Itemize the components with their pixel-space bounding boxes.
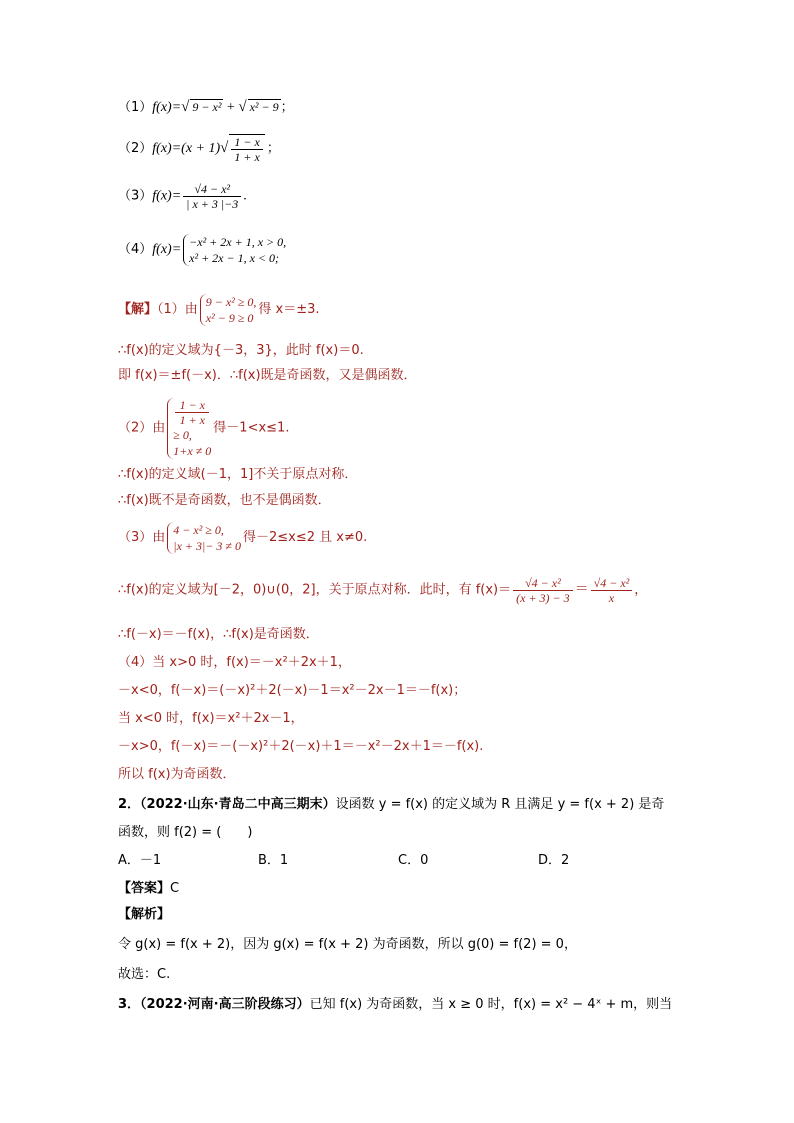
solution-result: 得－1<x≤1. bbox=[213, 420, 290, 436]
solution-line: 所以 f(x)为奇函数． bbox=[118, 767, 236, 782]
inequality-system bbox=[167, 398, 211, 459]
question-number: 2． bbox=[118, 797, 141, 812]
solution-text: ∴f(x)的定义域为[－2，0)∪(0，2]，关于原点对称．此时，有 f(x)＝ bbox=[118, 582, 512, 598]
numerator: 1 − x bbox=[231, 135, 262, 150]
question-2-line-1 bbox=[118, 796, 664, 814]
sqrt-fraction bbox=[229, 134, 264, 164]
solution-line: （4）当 x>0 时，f(x)＝－x²＋2x＋1， bbox=[118, 655, 351, 670]
answer-tag: 【答案】 bbox=[118, 881, 171, 896]
denominator: | x + 3 |−3 bbox=[186, 197, 239, 211]
option-d: D．2 bbox=[538, 853, 570, 868]
punctuation: ； bbox=[266, 141, 280, 157]
denominator: (x + 3) − 3 bbox=[516, 591, 570, 605]
solution-line: 当 x<0 时，f(x)＝x²＋2x－1， bbox=[118, 711, 304, 726]
fraction bbox=[591, 576, 633, 605]
system-row: x² − 9 ≥ 0 bbox=[205, 311, 254, 325]
solution-part-3 bbox=[118, 522, 367, 554]
question-source: （2022·河南·高三阶段练习） bbox=[140, 997, 310, 1012]
item-1 bbox=[118, 98, 294, 117]
item-label: （1） bbox=[118, 100, 153, 115]
fraction bbox=[513, 576, 573, 605]
inequality-system bbox=[200, 294, 257, 326]
system-row: 9 − x² ≥ 0, bbox=[205, 295, 257, 309]
item-label: （3） bbox=[118, 188, 153, 204]
solution-line-domain bbox=[118, 576, 647, 605]
item-label: （4） bbox=[118, 242, 153, 258]
solution-line: ∴f(x)的定义域(－1，1]不关于原点对称． bbox=[118, 467, 358, 482]
solution-prefix: （1）由 bbox=[157, 302, 198, 318]
option-a: A．－1 bbox=[118, 853, 162, 868]
plus-sign: + bbox=[226, 100, 235, 115]
system-row bbox=[173, 398, 211, 443]
radicand: x² − 9 bbox=[249, 100, 279, 114]
solution-part-2 bbox=[118, 398, 289, 459]
solution-tag: 【解】 bbox=[118, 302, 158, 318]
answer-value: C bbox=[170, 881, 180, 896]
inequality-system bbox=[167, 522, 241, 554]
function-lhs: f(x)= bbox=[152, 100, 182, 115]
question-text: 已知 f(x) 为奇函数，当 x ≥ 0 时，f(x) = x² − 4ˣ + m，则当 bbox=[309, 997, 673, 1012]
solution-line: －x>0，f(－x)＝－(－x)²＋2(－x)＋1＝－x²－2x＋1＝－f(x). bbox=[118, 739, 484, 754]
denominator: 1 + x bbox=[234, 150, 260, 164]
radicand: 4 − x² bbox=[531, 576, 561, 590]
option-c: C．0 bbox=[398, 853, 429, 868]
punctuation: ； bbox=[280, 100, 294, 115]
question-text: 函数，则 f(2) = ( ) bbox=[118, 825, 253, 840]
equals-sign: ＝ bbox=[574, 582, 589, 598]
numerator: √4 − x² bbox=[183, 182, 241, 197]
system-row: |x + 3|− 3 ≠ 0 bbox=[173, 539, 241, 553]
analysis-tag: 【解析】 bbox=[118, 907, 171, 922]
item-4 bbox=[118, 234, 288, 266]
item-2 bbox=[118, 134, 280, 164]
analysis-line: 令 g(x) = f(x + 2)，因为 g(x) = f(x + 2) 为奇函数，所以 g(0) = f(2) = 0， bbox=[118, 937, 577, 952]
piecewise-system bbox=[183, 234, 286, 266]
function-lhs: f(x)= bbox=[152, 188, 182, 204]
question-number: 3． bbox=[118, 997, 141, 1012]
solution-part-1 bbox=[118, 294, 320, 326]
inequality-tail: ≥ 0, bbox=[173, 428, 192, 442]
solution-line: ∴f(x)的定义域为{－3，3}，此时 f(x)＝0. bbox=[118, 343, 364, 358]
sqrt-symbol: √ bbox=[220, 140, 229, 157]
radicand: 4 − x² bbox=[600, 576, 630, 590]
solution-result: 得 x＝±3. bbox=[258, 302, 320, 318]
analysis-line: 故选：C. bbox=[118, 967, 171, 982]
radicand: 4 − x² bbox=[201, 182, 231, 196]
system-row: 1+x ≠ 0 bbox=[173, 444, 212, 458]
numerator: 1 − x bbox=[175, 398, 209, 413]
system-row: 4 − x² ≥ 0, bbox=[173, 523, 224, 537]
solution-line: －x<0，f(－x)＝(－x)²＋2(－x)－1＝x²－2x－1＝－f(x)； bbox=[118, 683, 467, 698]
fraction bbox=[183, 182, 241, 211]
question-text: 设函数 y = f(x) 的定义域为 R 且满足 y = f(x + 2) 是奇 bbox=[335, 797, 665, 812]
denominator: x bbox=[608, 591, 615, 605]
question-3-line-1 bbox=[118, 996, 672, 1014]
fraction bbox=[175, 398, 209, 427]
answer-options bbox=[118, 852, 678, 870]
denominator: 1 + x bbox=[179, 413, 205, 427]
answer-line bbox=[118, 880, 179, 898]
solution-line: 即 f(x)＝±f(－x)．∴f(x)既是奇函数，又是偶函数． bbox=[118, 368, 417, 383]
item-label: （2） bbox=[118, 141, 153, 157]
radicand: 9 − x² bbox=[192, 100, 222, 114]
function-lhs: f(x)= bbox=[152, 242, 182, 258]
punctuation: ， bbox=[634, 582, 648, 598]
system-row: −x² + 2x + 1, x > 0, bbox=[189, 235, 287, 249]
item-3 bbox=[118, 182, 247, 211]
numerator: √4 − x² bbox=[591, 576, 633, 591]
solution-prefix: （3）由 bbox=[118, 530, 166, 546]
option-b: B．1 bbox=[258, 853, 289, 868]
solution-result: 得－2≤x≤2 且 x≠0. bbox=[243, 530, 368, 546]
question-source: （2022·山东·青岛二中高三期末） bbox=[140, 797, 336, 812]
function-lhs: f(x)=(x + 1) bbox=[152, 141, 221, 157]
sqrt-symbol: √ bbox=[238, 99, 247, 115]
numerator: √4 − x² bbox=[513, 576, 573, 591]
system-row: x² + 2x − 1, x < 0; bbox=[189, 251, 280, 265]
sqrt-symbol: √ bbox=[181, 99, 190, 115]
solution-line: ∴f(－x)＝－f(x)，∴f(x)是奇函数． bbox=[118, 627, 319, 642]
solution-line: ∴f(x)既不是奇函数，也不是偶函数． bbox=[118, 493, 331, 508]
solution-prefix: （2）由 bbox=[118, 420, 166, 436]
punctuation: . bbox=[243, 188, 247, 204]
